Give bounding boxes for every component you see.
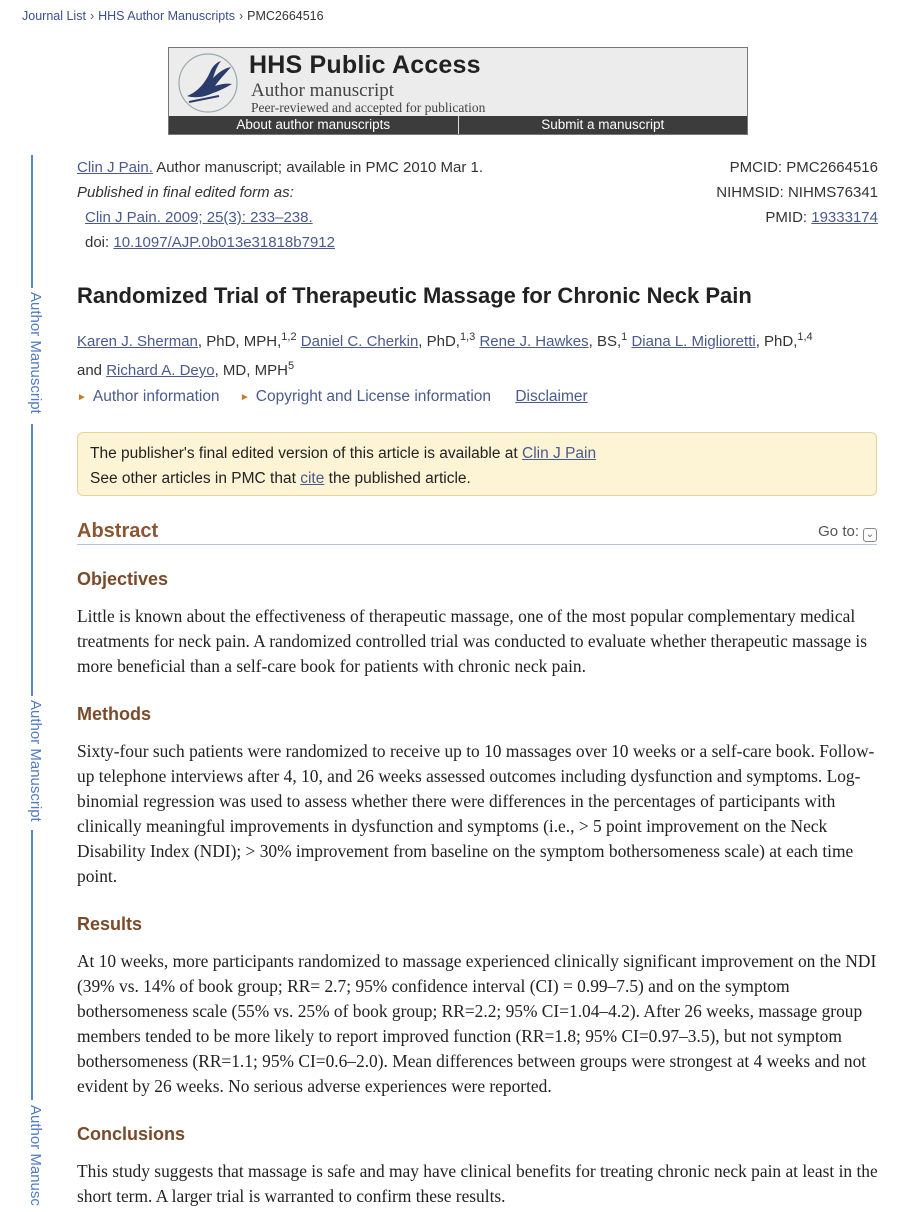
notice-text: See other articles in PMC that (90, 470, 301, 487)
notice-text: the published article. (324, 470, 471, 487)
final-reference-link[interactable]: Clin J Pain. 2009; 25(3): 233–238. (85, 209, 313, 226)
author-affiliation: 5 (287, 360, 295, 372)
banner-title: HHS Public Access (249, 51, 481, 79)
expand-triangle-icon: ► (239, 392, 250, 403)
abstract-heading: Abstract (77, 520, 159, 542)
goto-menu[interactable] (818, 523, 877, 542)
notice-line-1 (90, 441, 864, 466)
author-degree: , PhD, (755, 333, 798, 350)
author-link[interactable]: Richard A. Deyo (106, 362, 215, 379)
author-link[interactable]: Daniel C. Cherkin (300, 333, 419, 350)
final-reference-line (85, 209, 313, 226)
banner-subtitle: Author manuscript (251, 80, 395, 101)
author-link[interactable]: Rene J. Hawkes (479, 333, 589, 350)
nihmsid-label: NIHMSID: (716, 184, 788, 201)
author-link[interactable]: Karen J. Sherman (77, 333, 198, 350)
nihmsid-line (716, 184, 878, 201)
article-title: Randomized Trial of Therapeutic Massage for Chronic Neck Pain (77, 283, 752, 308)
doi-line (85, 234, 335, 251)
nihmsid-value: NIHMS76341 (787, 184, 878, 201)
author-affiliation: 1 (621, 331, 628, 343)
sidebar-label: Author Manuscript (27, 700, 44, 822)
breadcrumb (22, 9, 324, 23)
banner-link-bar (169, 116, 747, 134)
about-author-manuscripts-link[interactable]: About author manuscripts (169, 116, 459, 134)
doi-link[interactable]: 10.1097/AJP.0b013e31818b7912 (113, 234, 335, 251)
copyright-license-toggle[interactable] (240, 388, 491, 405)
article-info-links (77, 388, 604, 406)
submit-manuscript-link[interactable]: Submit a manuscript (541, 117, 665, 132)
availability-text: Author manuscript; available in PMC 2010 Mar 1. (152, 159, 484, 176)
citation-line (77, 159, 483, 176)
doi-label: doi: (85, 234, 114, 251)
author-affiliation: 1,3 (459, 331, 476, 343)
pmcid-line (730, 159, 878, 176)
author-link[interactable]: Diana L. Miglioretti (631, 333, 756, 350)
results-text: At 10 weeks, more participants randomized to massage experienced clinically significant improvement on the NDI (39% vs. 14% of book group; RR= 2.7; 95% confidence interval (CI) = 0.99–7.5) and on the symptom bothersomeness scale (55% vs. 25% of book group; RR=2.2; 95% CI=1.04–4.2). After 26 weeks, massage group members tended to be more likely to report improved function (RR=1.8; 95% CI=0.97–3.5), but not symptom bothersomeness (RR=1.1; 95% CI=0.6–2.0). Mean differences between groups were strongest at 4 weeks and not evident by 26 weeks. No serious adverse experiences were reported. (77, 951, 877, 1096)
breadcrumb-hhs-manuscripts[interactable]: HHS Author Manuscripts (98, 9, 235, 23)
author-degree: , MD, MPH (214, 362, 288, 379)
author-list (77, 325, 887, 383)
notice-text: The publisher's final edited version of this article is available at (90, 445, 523, 462)
sidebar-label: Author Manuscript (27, 292, 44, 414)
conclusions-text: This study suggests that massage is safe and may have clinical benefits for treating chronic neck pain at least in the short term. A larger trial is warranted to confirm these results. (77, 1161, 878, 1206)
conclusions-heading: Conclusions (77, 1124, 186, 1144)
hhs-eagle-logo-icon (175, 52, 241, 114)
author-degree: , PhD, MPH, (197, 333, 282, 350)
author-information-label: Author information (92, 388, 220, 405)
methods-text: Sixty-four such patients were randomized to receive up to 10 massages over 10 weeks or a self-care book. Follow-up telephone interviews after 4, 10, and 26 weeks assessed outcomes including dysfunction and symptoms. Log-binomial regression was used to assess whether there were differences in the percentages of participants with clinically meaningful improvements in dysfunction and symptoms (i.e., > 5 point improvement on the Neck Disability Index (NDI); > 30% improvement from baseline on the symptom bothersomeness scale) at each time point. (77, 741, 875, 886)
author-degree: , PhD, (418, 333, 460, 350)
banner-tagline: Peer-reviewed and accepted for publication (251, 100, 486, 115)
pmcid-label: PMCID: (729, 159, 787, 176)
publisher-notice-box (77, 432, 877, 496)
author-affiliation: 1,2 (281, 331, 297, 343)
sidebar-label: Author Manusc (27, 1105, 44, 1206)
hhs-public-access-banner (168, 47, 748, 135)
publisher-version-link[interactable]: Clin J Pain (522, 445, 597, 462)
author-information-toggle[interactable] (77, 388, 220, 405)
notice-line-2 (90, 466, 864, 491)
methods-heading: Methods (77, 704, 151, 724)
copyright-license-label: Copyright and License information (255, 388, 491, 405)
author-degree: , BS, (588, 333, 622, 350)
objectives-heading: Objectives (77, 569, 169, 589)
and-word: and (77, 362, 107, 379)
pmid-link[interactable]: 19333174 (811, 209, 878, 226)
author-affiliation: 1,4 (797, 331, 813, 343)
pmid-line (765, 209, 878, 226)
breadcrumb-separator: › (238, 9, 244, 23)
breadcrumb-current: PMC2664516 (247, 9, 324, 23)
abstract-header (77, 520, 877, 545)
objectives-text: Little is known about the effectiveness of therapeutic massage, one of the most popular complementary medical treatments for neck pain. A randomized controlled trial was conducted to evaluate whether therapeutic massage is more beneficial than a self-care book for patients with chronic neck pain. (77, 606, 868, 676)
sidebar-rule (31, 155, 33, 288)
breadcrumb-separator: › (89, 9, 95, 23)
published-as-label: Published in final edited form as: (77, 184, 294, 201)
disclaimer-link[interactable]: Disclaimer (515, 388, 588, 405)
goto-label: Go to: (818, 523, 859, 540)
pmcid-value: PMC2664516 (786, 159, 878, 176)
chevron-down-icon: ⌄ (863, 528, 877, 542)
results-heading: Results (77, 914, 143, 934)
expand-triangle-icon: ► (77, 392, 87, 403)
sidebar-rule (31, 424, 33, 696)
breadcrumb-journal-list[interactable]: Journal List (22, 9, 86, 23)
pmid-label: PMID: (765, 209, 812, 226)
cite-link[interactable]: cite (300, 470, 325, 487)
sidebar-rule (31, 830, 33, 1100)
journal-link[interactable]: Clin J Pain. (77, 159, 153, 176)
